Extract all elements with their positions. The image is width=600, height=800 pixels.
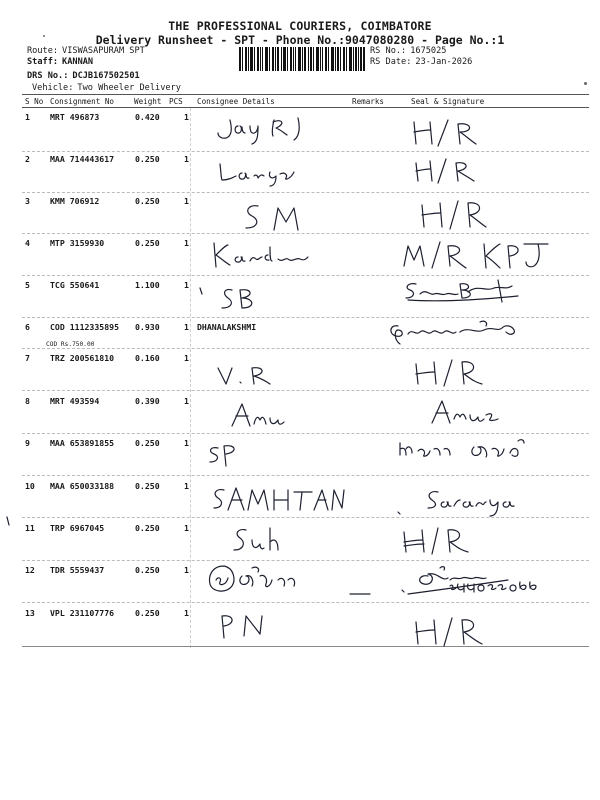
row-sno: 7: [25, 353, 30, 363]
handwritten-consignee-name: [208, 484, 348, 516]
row-weight: 0.390: [135, 396, 160, 406]
row-pcs: 1: [184, 238, 189, 248]
row-sno: 2: [25, 154, 30, 164]
cod-note: COD Rs.750.00: [46, 341, 95, 348]
table-bottom-rule: [22, 646, 589, 647]
handwritten-consignee-name: [204, 440, 264, 468]
handwritten-signature: [398, 276, 528, 306]
col-weight: Weight: [134, 97, 162, 106]
header-bottom-rule: [22, 107, 589, 108]
row-weight: 0.930: [135, 322, 160, 332]
handwritten-consignee-name: [228, 524, 308, 556]
row-weight: 0.250: [135, 154, 160, 164]
pen-mark: [584, 82, 587, 85]
row-weight: 0.250: [135, 608, 160, 618]
runsheet-title: THE PROFESSIONAL COURIERS, COIMBATORE: [168, 19, 432, 33]
row-sno: 9: [25, 438, 30, 448]
row-weight: 0.250: [135, 523, 160, 533]
row-consignment: COD 1112335895: [50, 322, 120, 332]
row-sno: 12: [25, 565, 35, 575]
handwritten-signature: [400, 238, 560, 272]
row-consignment: TCG 550641: [50, 280, 100, 290]
row-pcs: 1: [184, 112, 189, 122]
row-consignee: DHANALAKSHMI: [197, 322, 257, 332]
row-divider: [22, 151, 589, 152]
row-weight: 0.250: [135, 238, 160, 248]
row-weight: 0.160: [135, 353, 160, 363]
row-pcs: 1: [184, 608, 189, 618]
handwritten-consignee-name: [196, 282, 276, 312]
row-consignment: VPL 231107776: [50, 608, 115, 618]
row-consignment: TRZ 200561810: [50, 353, 115, 363]
row-consignment: MTP 3159930: [50, 238, 105, 248]
row-pcs: 1: [184, 280, 189, 290]
handwritten-consignee-name: [204, 562, 314, 598]
row-weight: 0.420: [135, 112, 160, 122]
handwritten-signature: [410, 356, 500, 388]
row-consignment: MAA 714443617: [50, 154, 115, 164]
row-pcs: 1: [184, 396, 189, 406]
row-divider: [22, 602, 589, 603]
row-sno: 6: [25, 322, 30, 332]
handwritten-consignee-name: [208, 239, 318, 271]
pen-mark: [43, 35, 45, 37]
handwritten-signature: [408, 118, 488, 148]
handwritten-consignee-name: [228, 400, 308, 430]
row-pcs: 1: [184, 154, 189, 164]
row-consignment: MRT 493594: [50, 396, 100, 406]
handwritten-signature: [398, 560, 568, 602]
row-consignment: TDR 5559437: [50, 565, 105, 575]
col-seal: Seal & Signature: [411, 97, 485, 106]
row-weight: 1.100: [135, 280, 160, 290]
row-sno: 13: [25, 608, 35, 618]
column-divider: [190, 108, 191, 648]
handwritten-consignee-name: [238, 200, 318, 234]
row-divider: [22, 475, 589, 476]
row-sno: 10: [25, 481, 35, 491]
handwritten-consignee-name: [214, 362, 284, 388]
row-consignment: MRT 496873: [50, 112, 100, 122]
col-sno: S No: [25, 97, 44, 106]
barcode-image: [239, 47, 365, 71]
row-sno: 8: [25, 396, 30, 406]
vehicle-info: Vehicle: Two Wheeler Delivery: [32, 83, 181, 93]
handwritten-consignee-name: [212, 114, 312, 146]
row-pcs: 1: [184, 438, 189, 448]
row-consignment: MAA 653891855: [50, 438, 115, 448]
row-pcs: 1: [184, 481, 189, 491]
staff-info: Staff: KANNAN: [27, 57, 94, 67]
handwritten-signature: [398, 524, 488, 556]
margin-mark: [4, 515, 14, 527]
row-sno: 5: [25, 280, 30, 290]
handwritten-signature: [384, 316, 534, 348]
handwritten-signature: [410, 614, 500, 648]
handwritten-signature: [416, 197, 496, 231]
handwritten-signature: [394, 484, 554, 520]
row-consignment: MAA 650033188: [50, 481, 115, 491]
row-pcs: 1: [184, 523, 189, 533]
row-divider: [22, 192, 589, 193]
row-pcs: 1: [184, 322, 189, 332]
row-sno: 1: [25, 112, 30, 122]
rs-number: RS No.: 1675025: [370, 46, 447, 56]
route-info: Route: VISWASAPURAM SPT: [27, 46, 145, 56]
handwritten-signature: [428, 397, 508, 427]
row-sno: 11: [25, 523, 35, 533]
col-pcs: PCS: [169, 97, 183, 106]
handwritten-signature: [410, 155, 490, 185]
row-divider: [22, 390, 589, 391]
remark-dash: [348, 590, 378, 600]
row-divider: [22, 348, 589, 349]
row-weight: 0.250: [135, 438, 160, 448]
rs-date: RS Date: 23-Jan-2026: [370, 57, 473, 67]
row-consignment: TRP 6967045: [50, 523, 105, 533]
row-divider: [22, 433, 589, 434]
row-weight: 0.250: [135, 481, 160, 491]
col-consignment: Consignment No: [50, 97, 115, 106]
row-sno: 3: [25, 196, 30, 206]
row-pcs: 1: [184, 196, 189, 206]
header-top-rule: [22, 94, 589, 95]
handwritten-consignee-name: [216, 610, 296, 642]
drs-info: DRS No.: DCJB167502501: [27, 71, 140, 81]
row-weight: 0.250: [135, 196, 160, 206]
row-consignment: KMM 706912: [50, 196, 100, 206]
row-sno: 4: [25, 238, 30, 248]
row-weight: 0.250: [135, 565, 160, 575]
col-consignee: Consignee Details: [197, 97, 275, 106]
runsheet-subtitle: Delivery Runsheet - SPT - Phone No.:9047080280 - Page No.:1: [95, 33, 505, 47]
handwritten-signature: [394, 435, 554, 465]
row-pcs: 1: [184, 353, 189, 363]
handwritten-consignee-name: [214, 160, 304, 188]
col-remarks: Remarks: [352, 97, 385, 106]
row-pcs: 1: [184, 565, 189, 575]
